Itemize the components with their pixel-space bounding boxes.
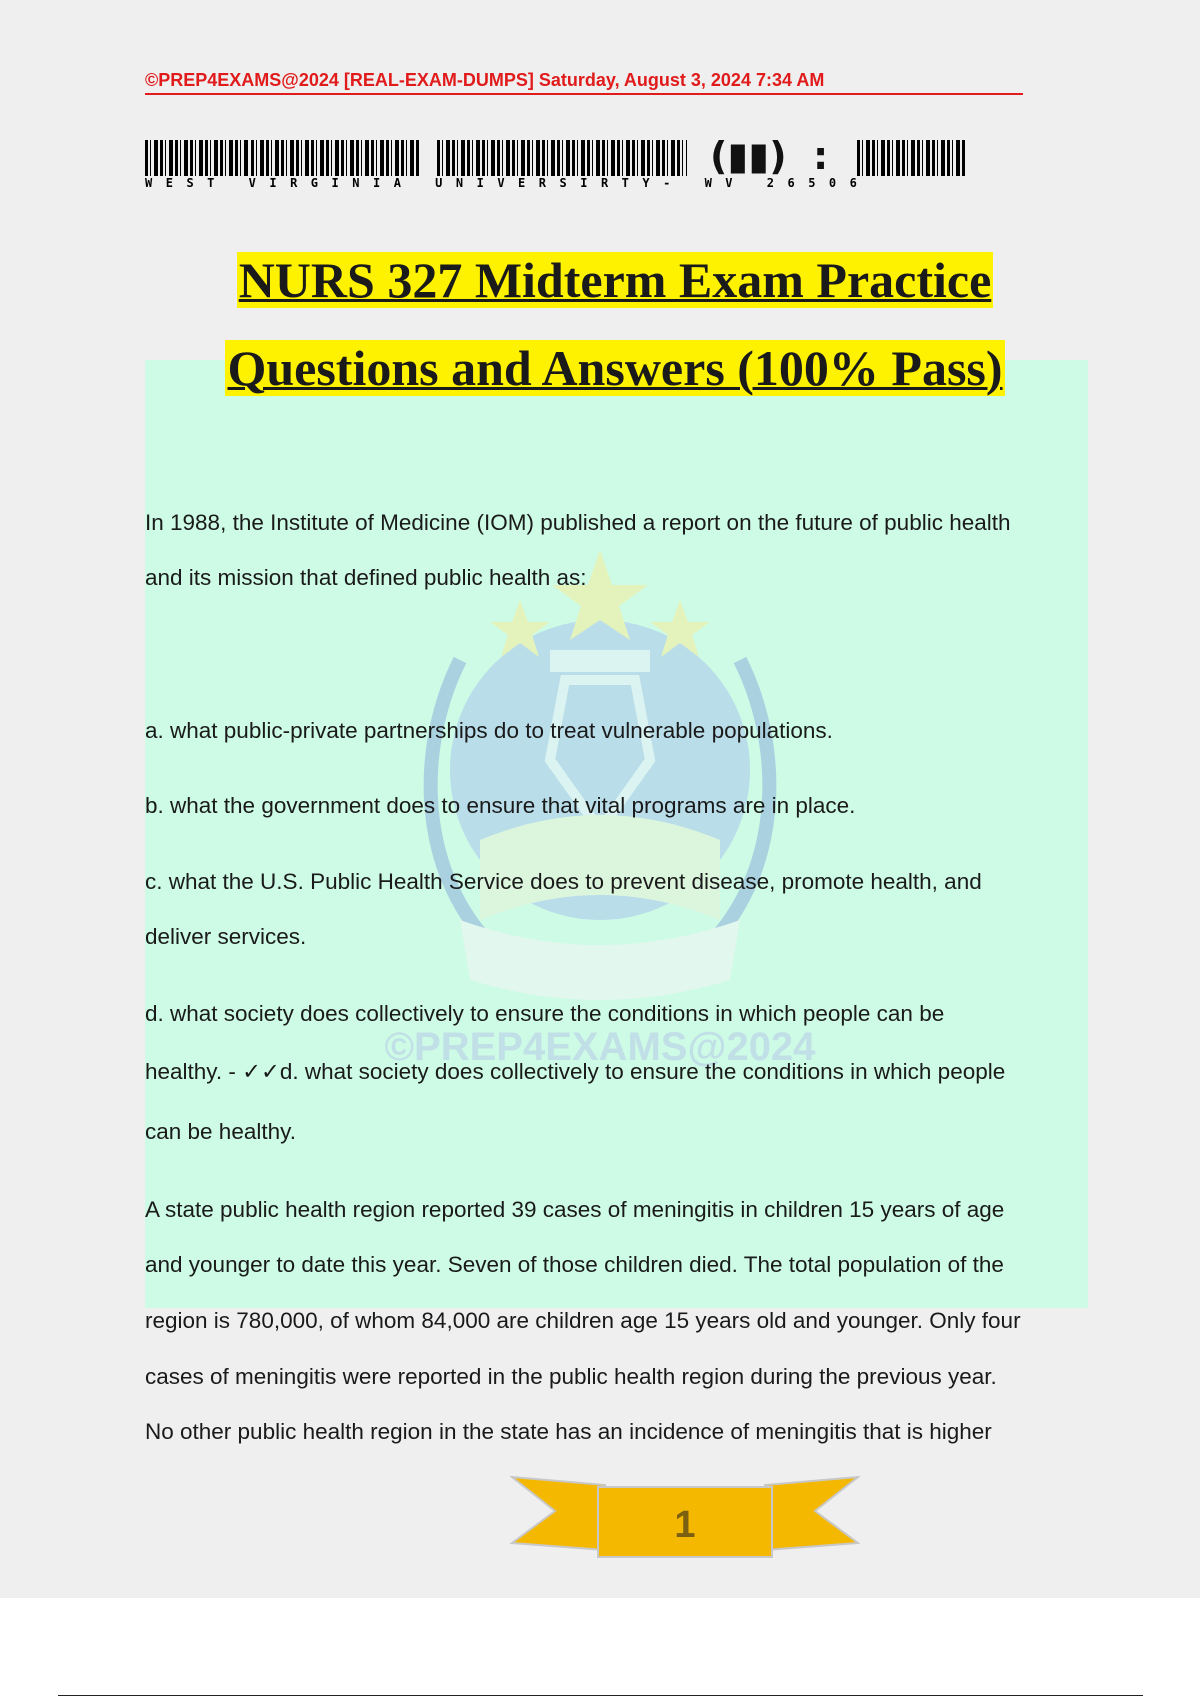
barcode-label: WEST VIRGINIA UNIVERSIRTY- WV 26506 (145, 176, 871, 190)
ribbon-left-tail-icon (512, 1477, 605, 1550)
q2-line-2: and younger to date this year. Seven of those children died. The total population of the (145, 1252, 1004, 1277)
barcode-row (145, 134, 975, 196)
bottom-divider (58, 1695, 1143, 1696)
q1-option-c-line-1: c. what the U.S. Public Health Service does to prevent disease, promote health, and (145, 869, 982, 894)
q1-stem-line-2: and its mission that defined public health as: (145, 565, 587, 590)
q2-line-4: cases of meningitis were reported in the public health region during the previous year. (145, 1364, 997, 1389)
q1-option-c-line-2: deliver services. (145, 924, 307, 949)
watermark-text: ©PREP4EXAMS@2024 (384, 1025, 816, 1069)
q1-option-b: b. what the government does to ensure that vital programs are in place. (145, 793, 856, 818)
title-line-2: Questions and Answers (100% Pass) (227, 340, 1003, 396)
mortarboard-icon (550, 650, 650, 672)
barcode-bars-1 (145, 140, 250, 176)
page-number: 1 (674, 1504, 696, 1546)
q2-line-3: region is 780,000, of whom 84,000 are children age 15 years old and younger. Only four (145, 1308, 1021, 1333)
barcode-bars-2 (251, 140, 419, 176)
page-number-ribbon (510, 1475, 860, 1560)
barcode-paren: (▮▮) (710, 134, 787, 178)
q1-stem-line-1: In 1988, the Institute of Medicine (IOM) published a report on the future of public health (145, 510, 1011, 535)
header-stamp: ©PREP4EXAMS@2024 [REAL-EXAM-DUMPS] Saturday, August 3, 2024 7:34 AM (145, 70, 1023, 95)
q1-option-a: a. what public-private partnerships do to treat vulnerable populations. (145, 718, 833, 743)
barcode-bars-3 (437, 140, 687, 176)
barcode-colon: : (813, 134, 829, 178)
title-line-1: NURS 327 Midterm Exam Practice (238, 252, 992, 308)
q2-line-1: A state public health region reported 39 cases of meningitis in children 15 years of age (145, 1197, 1005, 1222)
q1-option-d-line-1: d. what society does collectively to ensure the conditions in which people can be (145, 1001, 945, 1026)
ribbon-right-tail-icon (765, 1477, 858, 1550)
barcode-bars-4 (857, 140, 965, 176)
q1-option-d-line-2: healthy. - ✓✓d. what society does collectively to ensure the conditions in which people (145, 1059, 1006, 1084)
q2-line-5: No other public health region in the state has an incidence of meningitis that is higher (145, 1419, 992, 1444)
q1-option-d-line-3: can be healthy. (145, 1119, 296, 1144)
